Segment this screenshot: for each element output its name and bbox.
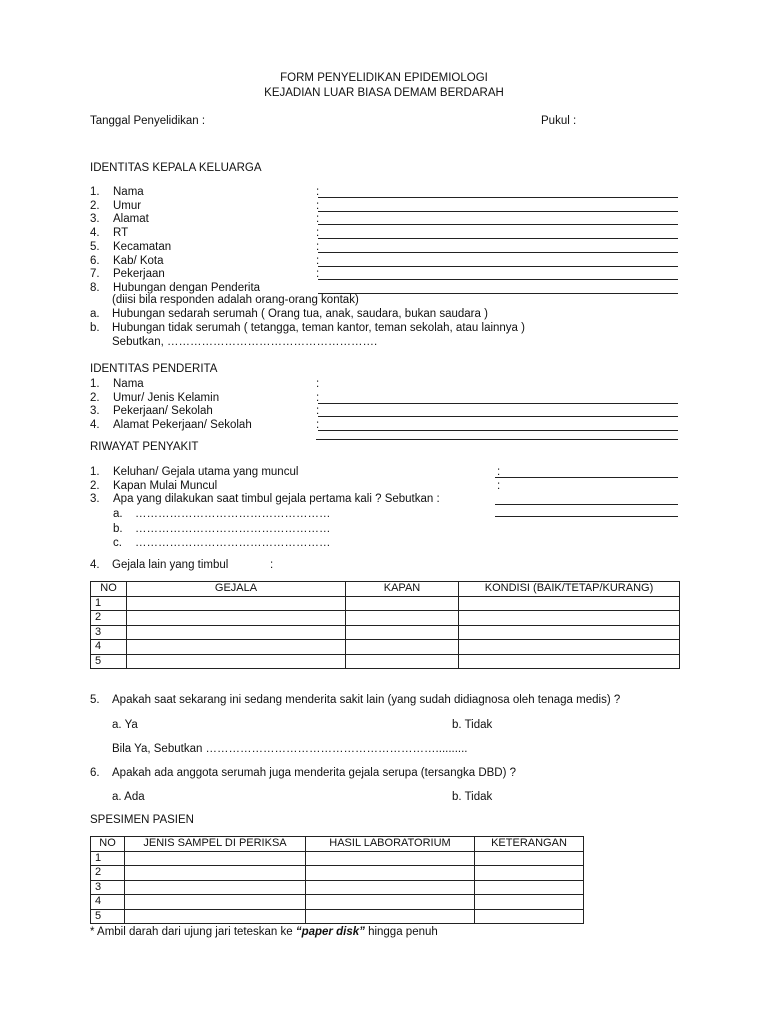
footnote-emphasis: “paper disk” (295, 926, 365, 938)
kk-item-number: 7. (90, 268, 100, 281)
gejala-cell[interactable] (459, 596, 680, 611)
gejala-cell[interactable] (346, 654, 459, 669)
q5-option-ya[interactable]: a. Ya (112, 719, 138, 731)
spesimen-cell[interactable] (475, 895, 584, 910)
spesimen-cell[interactable] (306, 909, 475, 924)
spesimen-cell[interactable] (475, 909, 584, 924)
tanggal-label: Tanggal Penyelidikan : (90, 115, 206, 127)
footnote (90, 925, 438, 939)
riwayat-item-colon: : (497, 479, 501, 492)
gejala-row (91, 596, 680, 611)
riwayat-item-number: 1. (90, 466, 100, 478)
kk-item-colon: : (316, 227, 320, 240)
kk-item-number: 8. (90, 281, 100, 294)
spesimen-col-jenis: JENIS SAMPEL DI PERIKSA (125, 837, 306, 852)
kk-item-label: Kecamatan (113, 240, 172, 253)
gejala-row-number: 5 (91, 654, 127, 669)
kk-item-number: 4. (90, 227, 100, 240)
q5-bila-ya-field[interactable]: Bila Ya, Sebutkan …………………………………………………….......... (112, 743, 468, 755)
gejala-cell[interactable] (346, 596, 459, 611)
gejala-cell[interactable] (459, 640, 680, 655)
riwayat-item-colon: : (497, 466, 501, 478)
kk-item-label: Nama (113, 186, 144, 198)
kk-item-label: Pekerjaan (113, 268, 165, 281)
penderita-item-number: 4. (90, 419, 100, 432)
gejala-cell[interactable] (459, 611, 680, 626)
q6-option-ada[interactable]: a. Ada (112, 791, 145, 803)
q4-colon: : (270, 559, 274, 571)
q6-number: 6. (90, 767, 100, 779)
sebutkan-field[interactable]: Sebutkan, ………………………………………………. (112, 336, 378, 348)
kk-item-colon: : (316, 213, 320, 226)
spesimen-col-no: NO (91, 837, 125, 852)
gejala-col-no: NO (91, 582, 127, 597)
gejala-cell[interactable] (346, 611, 459, 626)
penderita-item-number: 1. (90, 378, 100, 390)
kk-item-number: 3. (90, 213, 100, 226)
gejala-row-number: 3 (91, 625, 127, 640)
riwayat-sub-dots[interactable]: …………………………………………… (135, 508, 331, 520)
penderita-item-number: 2. (90, 391, 100, 404)
sub-a-no: a. (90, 308, 100, 320)
riwayat-sub-dots[interactable]: …………………………………………… (135, 522, 331, 535)
kk-item-input-line[interactable] (318, 224, 678, 225)
spesimen-cell[interactable] (475, 880, 584, 895)
kk-item-colon: : (316, 240, 320, 253)
riwayat-item-number: 2. (90, 479, 100, 492)
kk-item-input-line[interactable] (318, 293, 678, 294)
gejala-cell[interactable] (127, 654, 346, 669)
spesimen-cell[interactable] (306, 895, 475, 910)
spesimen-cell[interactable] (125, 909, 306, 924)
footnote-text: * Ambil darah dari ujung jari teteskan ke (90, 926, 296, 938)
riwayat-item-input-line[interactable] (495, 477, 678, 478)
penderita-item-input-line[interactable] (318, 403, 678, 404)
gejala-cell[interactable] (346, 625, 459, 640)
spesimen-row (91, 866, 584, 881)
gejala-row (91, 611, 680, 626)
kk-item-number: 1. (90, 186, 100, 198)
riwayat-heading: RIWAYAT PENYAKIT (90, 441, 199, 453)
footnote-text-end: hingga penuh (364, 926, 438, 938)
q5-number: 5. (90, 694, 100, 706)
spesimen-row (91, 851, 584, 866)
kk-item-colon: : (316, 254, 320, 267)
gejala-table (90, 581, 680, 669)
form-title: FORM PENYELIDIKAN EPIDEMIOLOGI (280, 72, 488, 84)
q6-option-tidak[interactable]: b. Tidak (452, 791, 493, 803)
gejala-cell[interactable] (127, 596, 346, 611)
q6-question: Apakah ada anggota serumah juga menderita gejala serupa (tersangka DBD) ? (112, 767, 517, 779)
q4-number: 4. (90, 559, 100, 571)
spesimen-cell[interactable] (125, 880, 306, 895)
riwayat-sub-letter: a. (113, 508, 123, 520)
penderita-item-label: Pekerjaan/ Sekolah (113, 405, 213, 418)
gejala-row-number: 1 (91, 596, 127, 611)
gejala-cell[interactable] (127, 625, 346, 640)
penderita-heading: IDENTITAS PENDERITA (90, 363, 218, 375)
gejala-col-kondisi: KONDISI (BAIK/TETAP/KURANG) (459, 582, 680, 597)
penderita-item-colon: : (316, 405, 320, 418)
spesimen-row (91, 895, 584, 910)
kontak-note: (diisi bila responden adalah orang-orang kontak) (112, 294, 359, 306)
hubungan-serumah: Hubungan sedarah serumah ( Orang tua, anak, saudara, bukan saudara ) (112, 308, 488, 320)
spesimen-cell[interactable] (475, 851, 584, 866)
riwayat-item-label: Keluhan/ Gejala utama yang muncul (113, 466, 299, 478)
spesimen-cell[interactable] (306, 866, 475, 881)
riwayat-item-label: Kapan Mulai Muncul (113, 479, 218, 492)
riwayat-item-input-line[interactable] (495, 504, 678, 505)
gejala-col-gejala: GEJALA (127, 582, 346, 597)
gejala-row-number: 2 (91, 611, 127, 626)
kepala-keluarga-heading: IDENTITAS KEPALA KELUARGA (90, 162, 262, 174)
kk-item-label: Umur (113, 199, 142, 212)
penderita-item-input-line[interactable] (318, 430, 678, 431)
spesimen-row (91, 880, 584, 895)
spesimen-cell[interactable] (475, 866, 584, 881)
kk-item-label: Kab/ Kota (113, 254, 164, 267)
riwayat-item-number: 3. (90, 493, 100, 506)
gejala-row-number: 4 (91, 640, 127, 655)
spesimen-col-hasil: HASIL LABORATORIUM (306, 837, 475, 852)
penderita-item-label: Alamat Pekerjaan/ Sekolah (113, 419, 252, 432)
spesimen-row-number: 3 (91, 880, 125, 895)
riwayat-sub-letter: b. (113, 522, 123, 535)
spesimen-cell[interactable] (125, 866, 306, 881)
riwayat-sub-dots[interactable]: …………………………………………… (135, 537, 331, 549)
penderita-item-number: 3. (90, 405, 100, 418)
kk-item-colon: : (316, 186, 320, 198)
spesimen-row-number: 1 (91, 851, 125, 866)
q5-option-tidak[interactable]: b. Tidak (452, 719, 493, 731)
kk-item-label: Hubungan dengan Penderita (113, 281, 261, 294)
gejala-row (91, 654, 680, 669)
penderita-item-input-line[interactable] (318, 416, 678, 417)
riwayat-sub-letter: c. (113, 537, 122, 549)
spesimen-cell[interactable] (306, 851, 475, 866)
spesimen-table (90, 836, 584, 924)
gejala-row (91, 625, 680, 640)
sub-b-no: b. (90, 322, 100, 334)
kk-item-number: 5. (90, 240, 100, 253)
gejala-cell[interactable] (127, 611, 346, 626)
gejala-cell[interactable] (346, 640, 459, 655)
spesimen-row-number: 5 (91, 909, 125, 924)
gejala-cell[interactable] (127, 640, 346, 655)
kk-item-input-line[interactable] (318, 238, 678, 239)
penderita-item-colon: : (316, 378, 320, 390)
q5-question: Apakah saat sekarang ini sedang menderita sakit lain (yang sudah didiagnosa oleh tenaga medis) ? (112, 694, 621, 706)
penderita-item-colon: : (316, 391, 320, 404)
spesimen-row-number: 2 (91, 866, 125, 881)
kk-item-input-line[interactable] (318, 252, 678, 253)
spesimen-cell[interactable] (125, 895, 306, 910)
kk-item-input-line[interactable] (318, 266, 678, 267)
penderita-item-label: Nama (113, 378, 144, 390)
riwayat-item-input-line[interactable] (495, 516, 678, 517)
kk-item-label: RT (113, 227, 129, 240)
pukul-label: Pukul : (541, 115, 577, 127)
q4-label: Gejala lain yang timbul (112, 559, 229, 571)
spesimen-col-keterangan: KETERANGAN (475, 837, 584, 852)
kk-item-input-line[interactable] (318, 211, 678, 212)
spesimen-cell[interactable] (306, 880, 475, 895)
spesimen-row-number: 4 (91, 895, 125, 910)
kk-item-input-line[interactable] (318, 197, 678, 198)
gejala-col-kapan: KAPAN (346, 582, 459, 597)
hubungan-tidak-serumah: Hubungan tidak serumah ( tetangga, teman kantor, teman sekolah, atau lainnya ) (112, 322, 525, 334)
penderita-extra-line[interactable] (316, 439, 678, 440)
penderita-item-colon: : (316, 419, 320, 432)
riwayat-item-label: Apa yang dilakukan saat timbul gejala pertama kali ? Sebutkan : (113, 493, 440, 506)
kk-item-number: 6. (90, 254, 100, 267)
kk-item-colon: : (316, 268, 320, 281)
kk-item-label: Alamat (113, 213, 149, 226)
kk-item-colon: : (316, 199, 320, 212)
spesimen-cell[interactable] (125, 851, 306, 866)
form-subtitle: KEJADIAN LUAR BIASA DEMAM BERDARAH (264, 87, 504, 99)
gejala-cell[interactable] (459, 654, 680, 669)
spesimen-heading: SPESIMEN PASIEN (90, 814, 194, 826)
kk-item-number: 2. (90, 199, 100, 212)
spesimen-row (91, 909, 584, 924)
gejala-row (91, 640, 680, 655)
gejala-cell[interactable] (459, 625, 680, 640)
kk-item-input-line[interactable] (318, 279, 678, 280)
penderita-item-label: Umur/ Jenis Kelamin (113, 391, 220, 404)
